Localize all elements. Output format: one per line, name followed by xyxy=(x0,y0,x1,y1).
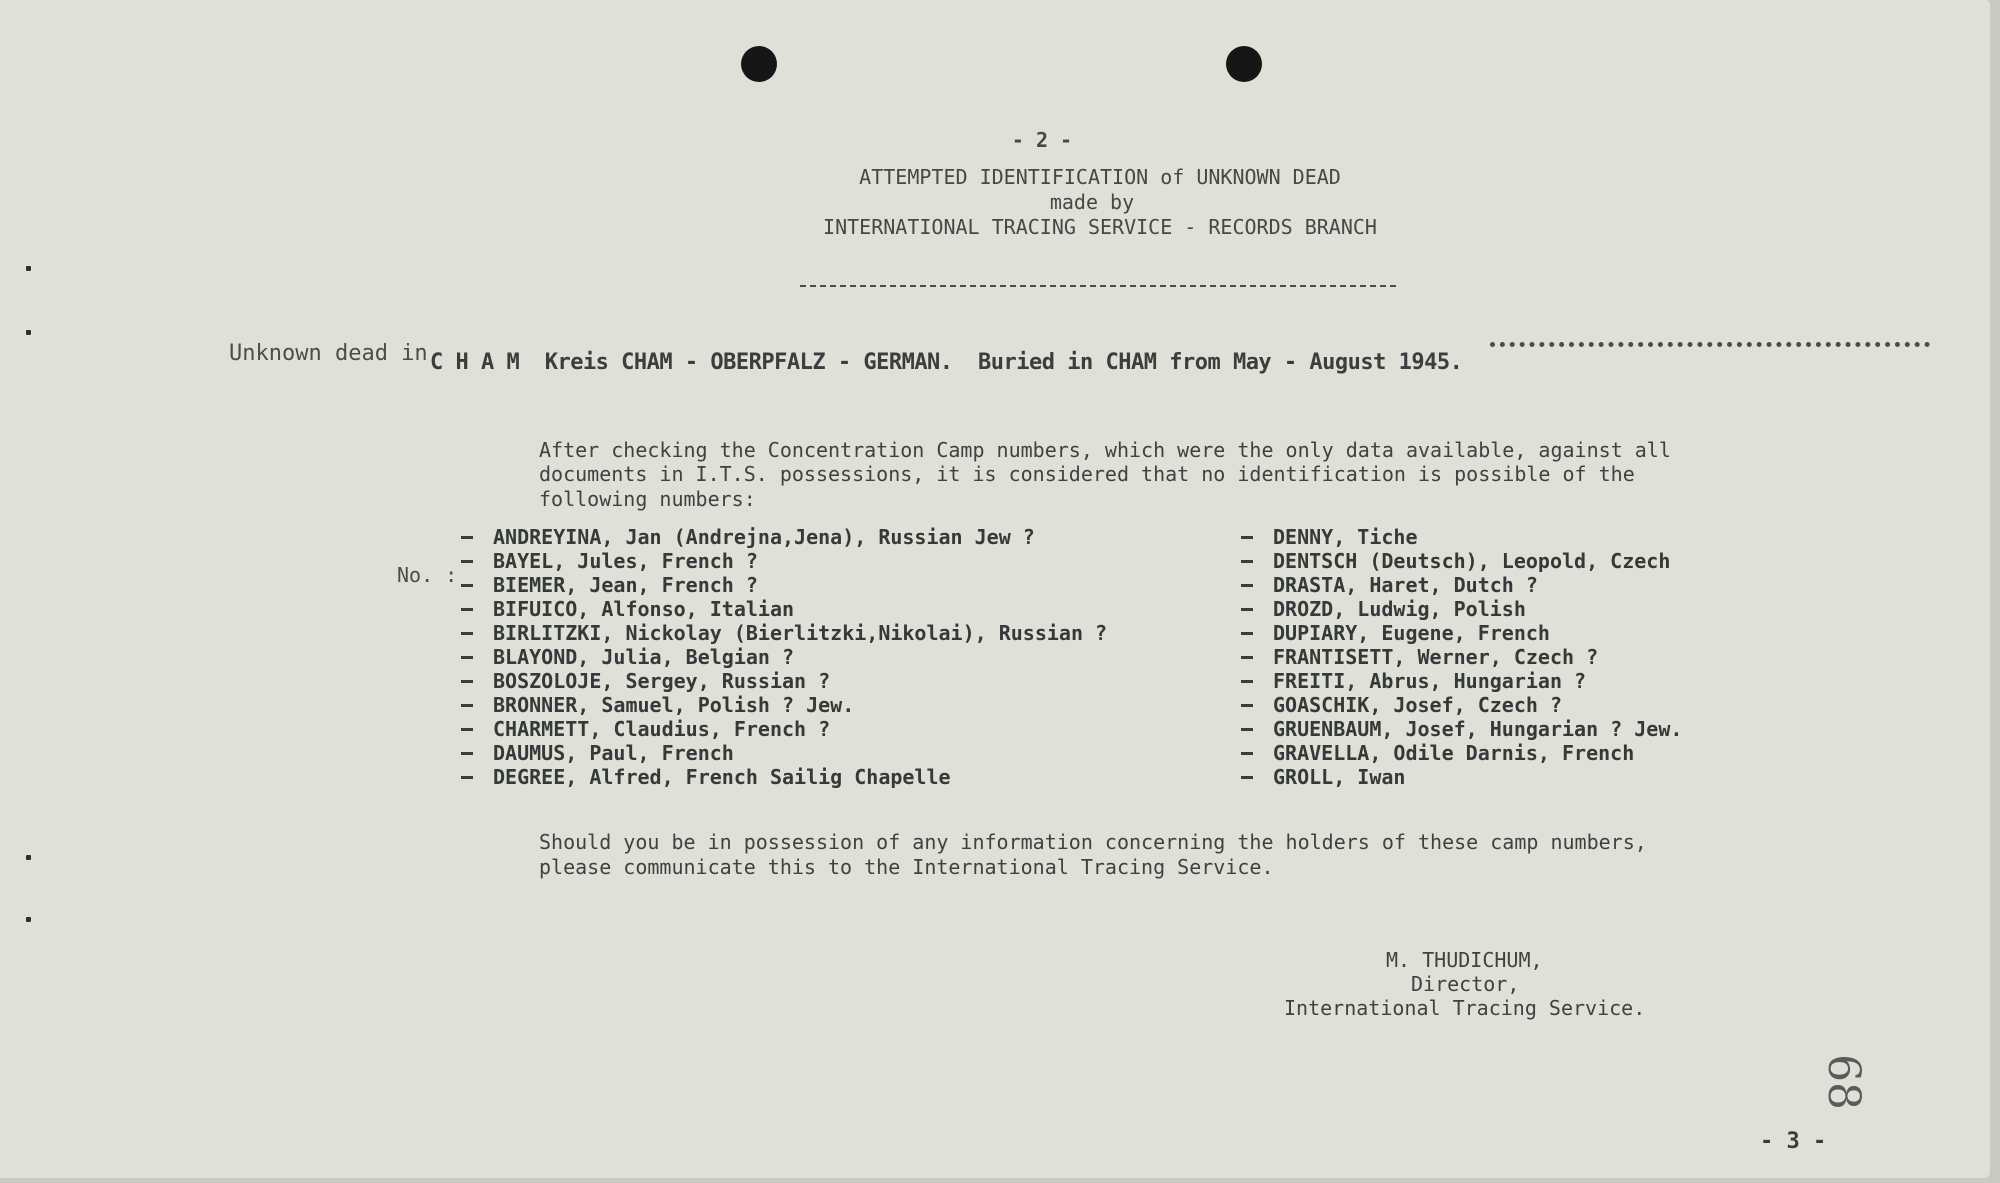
list-item xyxy=(1241,693,1682,717)
organization-heading: INTERNATIONAL TRACING SERVICE - RECORDS BRANCH xyxy=(823,215,1377,239)
person-name: DUPIARY, Eugene, French xyxy=(1273,621,1550,645)
page-number: - 2 - xyxy=(1011,128,1073,152)
person-name: BIFUICO, Alfonso, Italian xyxy=(493,597,795,621)
dash-marker xyxy=(1241,632,1253,635)
person-name: BAYEL, Jules, French ? xyxy=(493,549,758,573)
person-name: ANDREYINA, Jan (Andrejna,Jena), Russian Jew ? xyxy=(493,525,1035,549)
punch-hole-left xyxy=(741,46,777,82)
margin-speck xyxy=(26,266,31,271)
dash-marker xyxy=(461,728,473,731)
list-item xyxy=(461,621,1107,645)
dotted-leader xyxy=(1490,342,1930,347)
number-label: No. : xyxy=(397,563,458,587)
person-name: BLAYOND, Julia, Belgian ? xyxy=(493,645,795,669)
intro-line-2: documents in I.T.S. possessions, it is considered that no identification is possible of the xyxy=(539,462,1635,486)
dash-marker xyxy=(1241,656,1253,659)
dash-marker xyxy=(461,752,473,755)
list-item xyxy=(1241,717,1682,741)
list-item xyxy=(1241,645,1682,669)
person-name: CHARMETT, Claudius, French ? xyxy=(493,717,831,741)
list-item xyxy=(1241,549,1682,573)
list-item xyxy=(461,549,1107,573)
list-item xyxy=(1241,597,1682,621)
dash-marker xyxy=(461,776,473,779)
signatory-organization: International Tracing Service. xyxy=(1284,996,1646,1020)
document-title: ATTEMPTED IDENTIFICATION of UNKNOWN DEAD xyxy=(859,165,1341,189)
dash-marker xyxy=(461,536,473,539)
intro-line-1: After checking the Concentration Camp numbers, which were the only data available, against all xyxy=(539,438,1671,462)
list-item xyxy=(461,717,1107,741)
dash-marker xyxy=(461,704,473,707)
names-list-left xyxy=(461,525,1107,789)
made-by-label: made by xyxy=(1049,190,1135,214)
list-item xyxy=(461,645,1107,669)
list-item xyxy=(1241,669,1682,693)
dash-marker xyxy=(1241,728,1253,731)
person-name: GRUENBAUM, Josef, Hungarian ? Jew. xyxy=(1273,717,1683,741)
margin-speck xyxy=(26,917,31,922)
dash-marker xyxy=(1241,752,1253,755)
list-item xyxy=(461,597,1107,621)
signatory-name: M. THUDICHUM, xyxy=(1386,948,1543,972)
dash-marker xyxy=(1241,776,1253,779)
person-name: DEGREE, Alfred, French Sailig Chapelle xyxy=(493,765,951,789)
dash-marker xyxy=(461,560,473,563)
person-name: BRONNER, Samuel, Polish ? Jew. xyxy=(493,693,855,717)
closing-line-2: please communicate this to the International Tracing Service. xyxy=(539,855,1274,879)
dash-marker xyxy=(461,584,473,587)
person-name: DROZD, Ludwig, Polish xyxy=(1273,597,1526,621)
list-item xyxy=(1241,621,1682,645)
stamped-page-number: 68 xyxy=(1818,1054,1869,1110)
closing-line-1: Should you be in possession of any information concerning the holders of these camp numbers, xyxy=(539,830,1647,854)
list-item xyxy=(461,741,1107,765)
dash-marker xyxy=(1241,584,1253,587)
person-name: DAUMUS, Paul, French xyxy=(493,741,734,765)
person-name: FRANTISETT, Werner, Czech ? xyxy=(1273,645,1599,669)
person-name: FREITI, Abrus, Hungarian ? xyxy=(1273,669,1587,693)
person-name: BIRLITZKI, Nickolay (Bierlitzki,Nikolai), Russian ? xyxy=(493,621,1108,645)
list-item xyxy=(461,765,1107,789)
person-name: GOASCHIK, Josef, Czech ? xyxy=(1273,693,1562,717)
punch-hole-right xyxy=(1226,46,1262,82)
signatory-title: Director, xyxy=(1411,972,1520,996)
person-name: DRASTA, Haret, Dutch ? xyxy=(1273,573,1538,597)
person-name: GROLL, Iwan xyxy=(1273,765,1406,789)
list-item xyxy=(1241,765,1682,789)
intro-line-3: following numbers: xyxy=(539,487,756,511)
list-item xyxy=(1241,525,1682,549)
person-name: DENNY, Tiche xyxy=(1273,525,1418,549)
dash-marker xyxy=(1241,680,1253,683)
list-item xyxy=(1241,573,1682,597)
list-item xyxy=(1241,741,1682,765)
dash-marker xyxy=(461,632,473,635)
person-name: GRAVELLA, Odile Darnis, French xyxy=(1273,741,1635,765)
dash-marker xyxy=(461,608,473,611)
margin-speck xyxy=(26,855,31,860)
dash-marker xyxy=(1241,536,1253,539)
list-item xyxy=(461,669,1107,693)
person-name: BIEMER, Jean, French ? xyxy=(493,573,758,597)
dash-marker xyxy=(461,680,473,683)
person-name: BOSZOLOJE, Sergey, Russian ? xyxy=(493,669,831,693)
list-item xyxy=(461,573,1107,597)
location-prefix: Unknown dead in xyxy=(229,341,428,366)
dash-marker xyxy=(1241,560,1253,563)
person-name: DENTSCH (Deutsch), Leopold, Czech xyxy=(1273,549,1671,573)
names-list-right xyxy=(1241,525,1682,789)
list-item xyxy=(461,525,1107,549)
cemetery-location: C H A M Kreis CHAM - OBERPFALZ - GERMAN. Buried in CHAM from May - August 1945. xyxy=(430,350,1463,375)
dash-marker xyxy=(461,656,473,659)
dash-marker xyxy=(1241,608,1253,611)
header-divider xyxy=(800,285,1396,287)
dash-marker xyxy=(1241,704,1253,707)
next-page-number: - 3 - xyxy=(1760,1129,1827,1154)
margin-speck xyxy=(26,330,31,335)
list-item xyxy=(461,693,1107,717)
